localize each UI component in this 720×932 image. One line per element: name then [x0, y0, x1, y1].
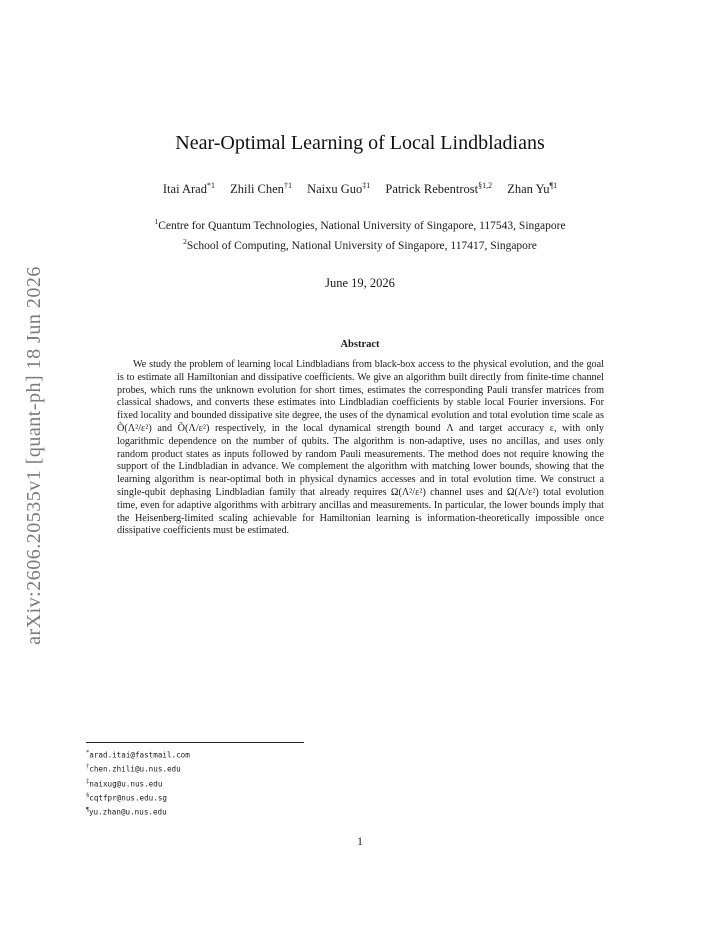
author-arad	[163, 182, 215, 196]
author-name: Zhan Yu	[507, 182, 550, 197]
abstract-heading: Abstract	[340, 339, 380, 350]
author-mark: †1	[283, 181, 292, 190]
footnote-email: cqtfpr@nus.edu.sg	[89, 793, 167, 803]
footnote-mark: *	[86, 749, 90, 756]
page-number: 1	[357, 836, 363, 848]
footnote-email: arad.itai@fastmail.com	[89, 750, 190, 760]
footnote-email-rebentrost	[86, 790, 190, 804]
arxiv-identifier-stamp	[14, 245, 54, 665]
footnote-list	[86, 747, 190, 819]
author-mark: §1,2	[478, 181, 493, 190]
footnote-email-yu	[86, 804, 190, 818]
footnote-email: chen.zhili@u.nus.edu	[89, 764, 181, 774]
author-mark: *1	[206, 181, 215, 190]
footnote-email-arad	[86, 747, 190, 761]
footnote-mark: ‡	[86, 777, 90, 785]
author-rebentrost	[385, 182, 492, 196]
footnote-divider	[86, 742, 304, 743]
affiliation-text: School of Computing, National University of Singapore, 117417, Singapore	[186, 239, 537, 252]
footnote-email: naixug@u.nus.edu	[89, 779, 163, 789]
author-name: Naixu Guo	[307, 182, 363, 197]
author-name: Itai Arad	[162, 182, 207, 197]
paper-date: June 19, 2026	[325, 276, 395, 290]
author-name: Zhili Chen	[230, 182, 284, 197]
footnote-mark: †	[86, 763, 90, 771]
author-guo	[307, 182, 370, 196]
footnote-mark: ¶	[86, 806, 89, 814]
affiliation-soc	[0, 234, 720, 254]
footnote-email: yu.zhan@u.nus.edu	[88, 807, 167, 817]
author-yu	[507, 182, 557, 196]
author-list	[0, 181, 720, 197]
abstract-body: We study the problem of learning local Lindbladians from black-box access to the physical evolution, and the goal is to estimate all Hamiltonian and dissipative coefficients. We give an algorithm built directly from finite-time channel probes, which runs the unknown evolution for short times, estimates the corresponding Pauli transfer matrices from classical shadows, and converts these estimates into Lindbladian coefficients by stable local Fourier inversions. For fixed locality and bounded dissipative site degree, the uses of the dynamical evolution and total evolution time scale as Õ(Λ²/ε²) and Õ(Λ/ε²) respectively, in the local dynamical strength bound Λ and target accuracy ε, with only logarithmic dependence on the number of qubits. The algorithm is non-adaptive, uses no ancillas, and uses only random product states as inputs followed by random Pauli measurements. The method does not require knowing the support of the Lindbladian in advance. We complement the algorithm with matching lower bounds, showing that the learning algorithm is near-optimal both in physical dynamics accesses and in total evolution time. We construct a single-qubit dephasing Lindbladian family that already requires Ω(Λ²/ε²) channel uses and Ω(Λ/ε²) total evolution time, even for adaptive algorithms with arbitrary ancillas and measurements. In particular, the lower bounds imply that the Heisenberg-limited scaling achievable for Hamiltonian learning is information-theoretically impossible once dissipative coefficients must be estimated.	[117, 359, 604, 537]
affiliation-mark: 1	[154, 217, 159, 226]
author-chen	[230, 182, 292, 196]
paper-title: Near-Optimal Learning of Local Lindbladians	[175, 132, 545, 154]
footnote-email-guo	[86, 776, 190, 790]
arxiv-identifier-text: arXiv:2606.20535v1 [quant-ph] 18 Jun 2026	[22, 265, 45, 645]
affiliation-mark: 2	[183, 236, 187, 246]
affiliation-cqt	[0, 214, 720, 234]
affiliation-text: Centre for Quantum Technologies, National University of Singapore, 117543, Singapore	[158, 219, 566, 232]
author-mark: ‡1	[362, 181, 371, 190]
footnote-email-chen	[86, 761, 190, 775]
author-mark: ¶1	[549, 181, 558, 190]
affiliation-list	[0, 214, 720, 254]
author-name: Patrick Rebentrost	[385, 182, 479, 197]
footnote-mark: §	[86, 791, 90, 799]
